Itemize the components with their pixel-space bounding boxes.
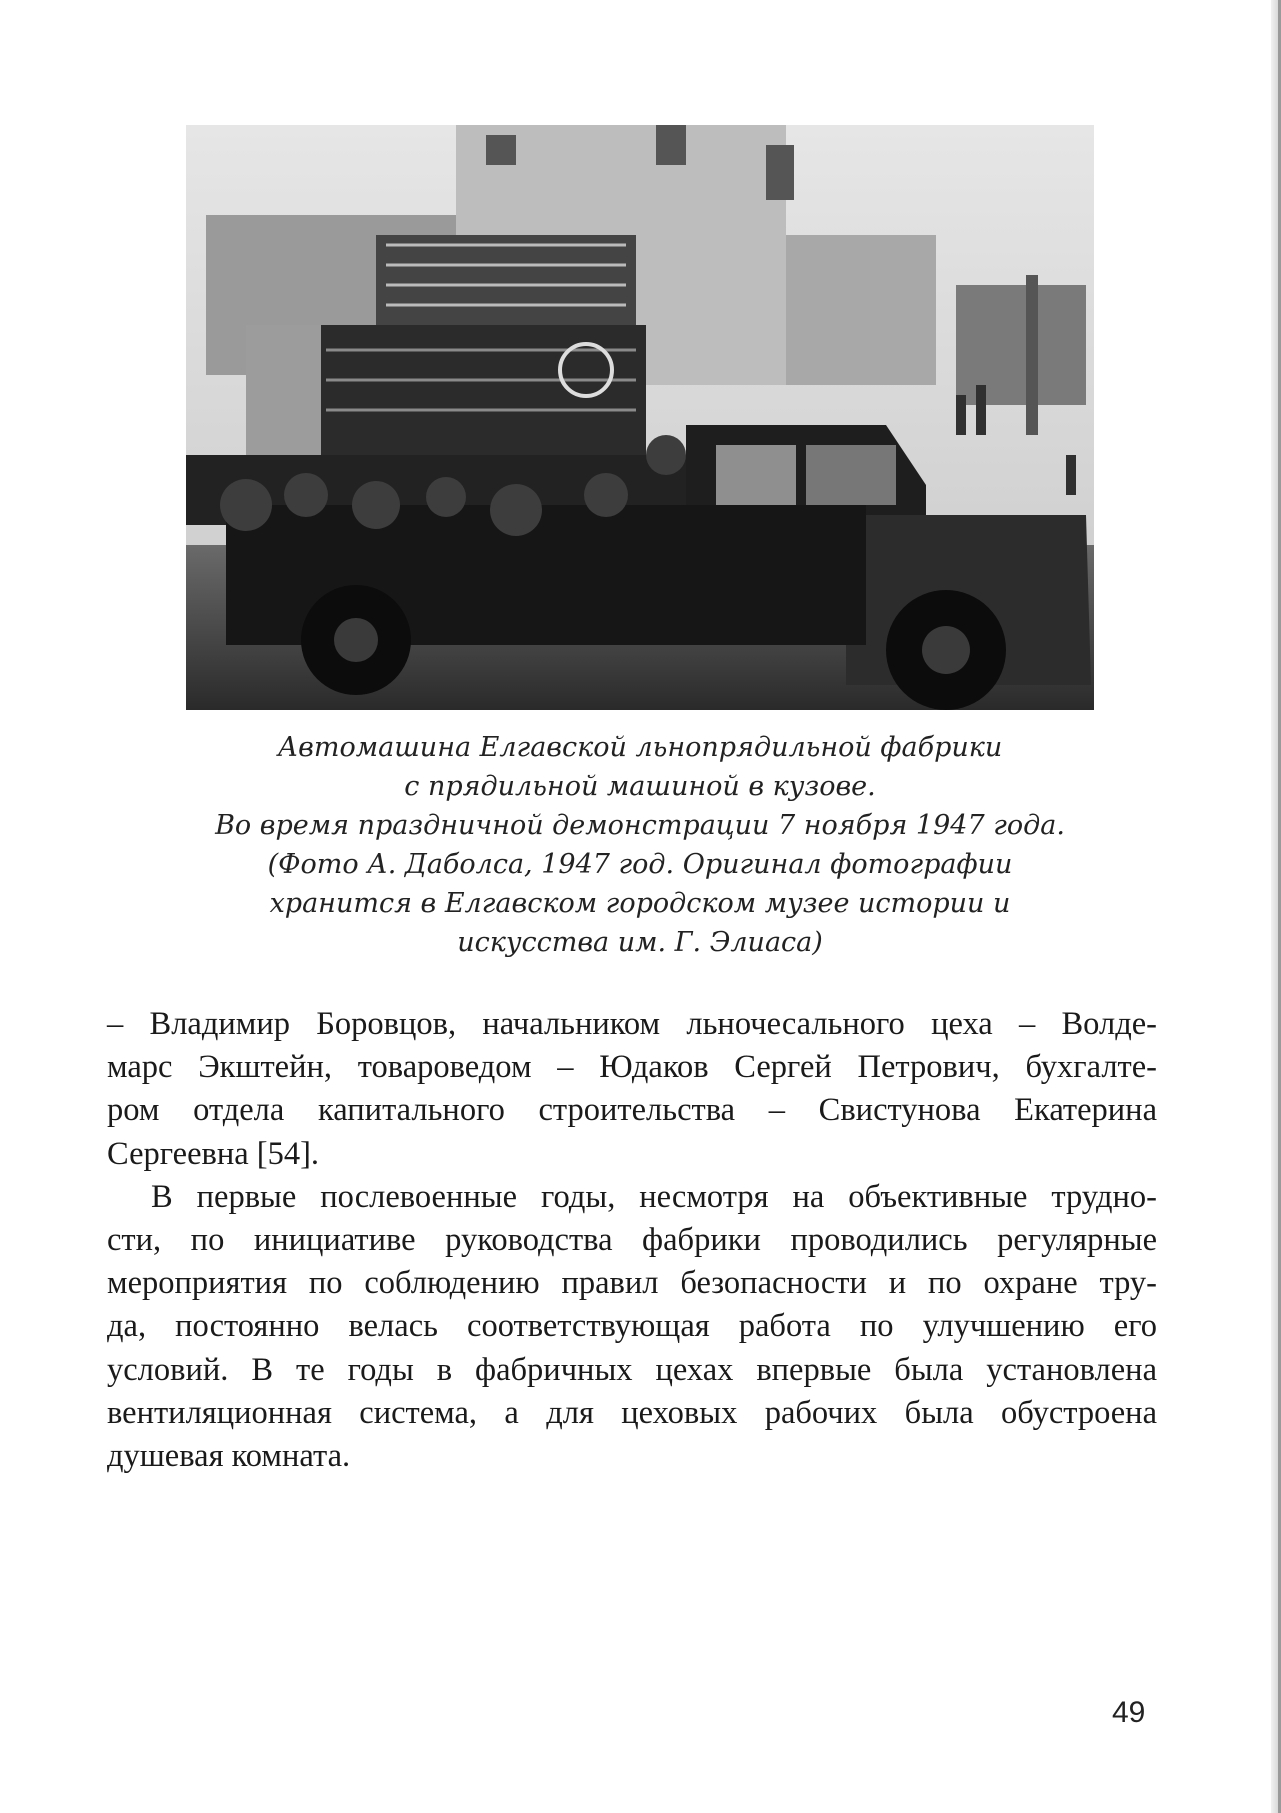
text-line: – Владимир Боровцов, начальником льночесального цеха – Волде- xyxy=(107,1006,1157,1042)
caption-line: хранится в Елгавском городском музее истории и xyxy=(269,888,1011,919)
photo-caption xyxy=(150,728,1130,962)
text-line: мероприятия по соблюдению правил безопасности и по охране тру- xyxy=(107,1265,1157,1302)
text-line: сти, по инициативе руководства фабрики проводились регулярные xyxy=(107,1222,1157,1259)
text-line: вентиляционная система, а для цеховых рабочих была обустроена xyxy=(107,1394,1157,1431)
text-line: марс Экштейн, товароведом – Юдаков Сергей Петрович, бухгалте- xyxy=(107,1049,1157,1086)
text-line: В первые послевоенные годы, несмотря на объективные трудно- xyxy=(151,1178,1157,1215)
paragraph-1 xyxy=(107,1003,1157,1176)
text-line: Сергеевна [54]. xyxy=(107,1135,320,1172)
caption-line: Во время праздничной демонстрации 7 ноября 1947 года. xyxy=(215,810,1065,841)
caption-line: искусства им. Г. Элиаса) xyxy=(457,927,823,958)
caption-line: Автомашина Елгавской льнопрядильной фабрики xyxy=(277,732,1003,763)
caption-line: с прядильной машиной в кузове. xyxy=(404,771,876,802)
text-line: душевая комната. xyxy=(107,1438,351,1475)
historical-photo xyxy=(186,125,1094,710)
paragraph-2 xyxy=(107,1176,1157,1478)
page-number: 49 xyxy=(1112,1696,1146,1729)
caption-line: (Фото А. Даболса, 1947 год. Оригинал фотографии xyxy=(267,849,1013,880)
text-line: условий. В те годы в фабричных цехах впервые была установлена xyxy=(107,1351,1157,1388)
body-text xyxy=(107,1003,1157,1478)
text-line: да, постоянно велась соответствующая работа по улучшению его xyxy=(107,1308,1157,1345)
text-line: ром отдела капитального строительства – Свистунова Екатерина xyxy=(107,1092,1157,1129)
